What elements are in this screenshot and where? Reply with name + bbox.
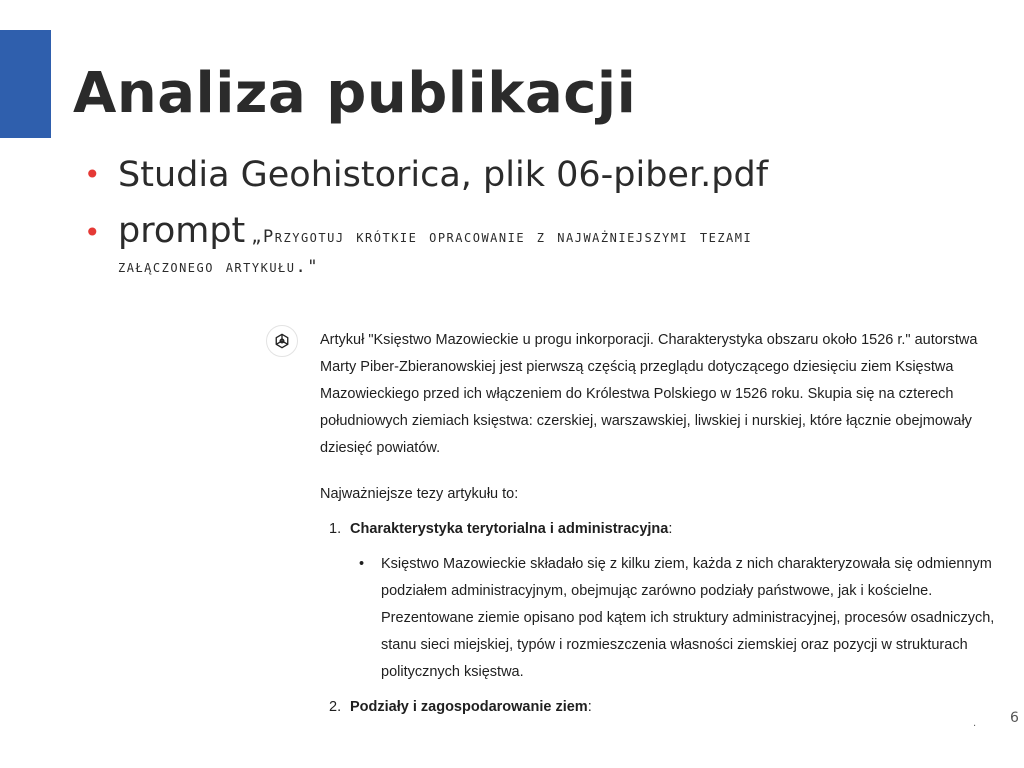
title-accent-bar: [0, 30, 51, 138]
thesis-sub-item: [359, 551, 1010, 686]
thesis-sub-list: [320, 551, 1010, 686]
slide-title: Analiza publikacji: [73, 61, 637, 126]
thesis-heading: Podziały i zagospodarowanie ziem: [350, 699, 588, 715]
thesis-number: 1.: [329, 521, 342, 537]
sub-bullet-dot: •: [359, 556, 365, 572]
thesis-heading-suffix: :: [668, 521, 673, 537]
thesis-heading-suffix: :: [587, 699, 592, 715]
bullet-item-source: [84, 152, 984, 198]
bullet-item-prompt: [84, 208, 984, 280]
bullet-dot: •: [84, 158, 101, 191]
page-number: 6: [1010, 710, 1019, 726]
page-tick: .: [973, 718, 977, 729]
prompt-text-line1: „Przygotuj krótkie opracowanie z najważniejszymi tezami: [251, 227, 753, 247]
response-intro: Artykuł "Księstwo Mazowieckie u progu inkorporacji. Charakterystyka obszaru około 1526 r." autorstwa Marty Piber-Zbieranowskiej jest pierwszą częścią przeglądu dotyczącego dziesięciu ziem Księstwa Mazowieckiego przed ich włączeniem do Królestwa Polskiego w 1526 roku. Skupia się na czterech południowych ziemiach księstwa: czerskiej, warszawskiej, liwskiej i nurskiej, które łącznie obejmowały dziesięć powiatów.: [320, 332, 978, 456]
thesis-item: [320, 694, 1010, 721]
thesis-item: [320, 516, 1010, 543]
bullet-list: [84, 152, 984, 280]
bullet-text-source: Studia Geohistorica, plik 06-piber.pdf: [118, 155, 769, 195]
openai-logo-icon: [266, 325, 298, 357]
prompt-text-line2: załączonego artykułu.": [118, 257, 319, 277]
thesis-heading: Charakterystyka terytorialna i administracyjna: [350, 521, 669, 537]
bullet-dot: •: [84, 216, 101, 249]
theses-intro: Najważniejsze tezy artykułu to:: [320, 486, 519, 502]
thesis-number: 2.: [329, 699, 342, 715]
chat-response: [320, 327, 1010, 721]
thesis-sub-text: Księstwo Mazowieckie składało się z kilku ziem, każda z nich charakteryzowała się odmiennym podziałem administracyjnym, obejmując zarówno podziały państwowe, jak i kościelne. Prezentowane ziemie opisano pod kątem ich struktury administracyjnej, procesów osadniczych, stanu sieci miejskiej, typów i rozmieszczenia własności ziemskiej oraz pozycji w strukturach politycznych księstwa.: [381, 556, 995, 680]
bullet-label-prompt: prompt: [118, 211, 246, 251]
